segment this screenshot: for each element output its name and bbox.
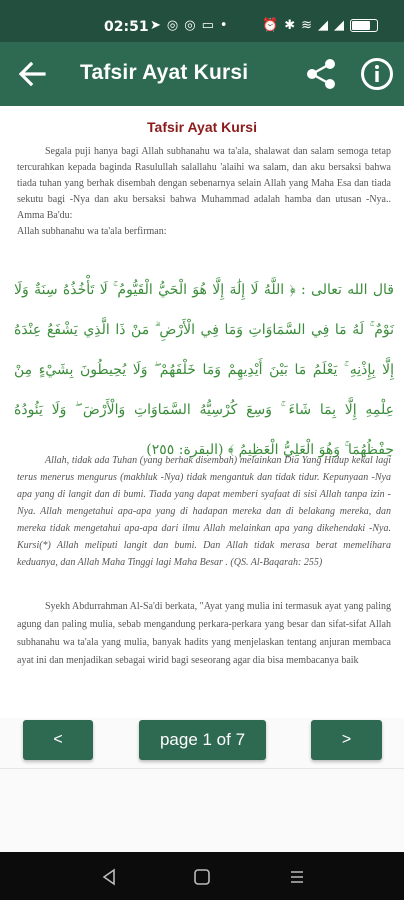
info-icon[interactable]: [360, 57, 394, 91]
system-home-icon[interactable]: [193, 868, 211, 886]
whatsapp-icon: ◎: [166, 18, 179, 33]
share-icon[interactable]: [304, 57, 338, 91]
app-title: Tafsir Ayat Kursi: [80, 61, 249, 84]
status-bar: [0, 0, 404, 42]
system-back-icon[interactable]: [100, 868, 118, 886]
signal-icon: ◢: [334, 18, 344, 33]
wifi-icon: ≋: [301, 18, 312, 33]
intro-paragraph: Segala puji hanya bagi Allah subhanahu wa ta'ala, shalawat dan salam semoga tetap tercurahkan kepada baginda Rasulullah salallahu 'alaihi wa salam, dan aku bersaksi bahwa tiada tuhan yang berhak disembah dengan sebenarnya selain Allah yang Maha Esa dan tiada sekutu bagi -Nya dan aku bersaksi bahwa Muhammad adalah hamba dan utusan -Nya.. Amma Ba'du:: [17, 146, 391, 221]
status-time: 02:51: [104, 19, 149, 35]
page-indicator-button[interactable]: page 1 of 7: [139, 720, 266, 760]
next-page-button[interactable]: >: [311, 720, 382, 760]
commentary-paragraph: Syekh Abdurrahman Al-Sa'di berkata, "Ayat yang mulia ini termasuk ayat yang paling agung dan paling mulia, sebab mengandung perkara-perkara yang besar dan sifat-sifat Allah subhanahu wa ta'ala yang mulia, banyak hadits yang menjelaskan tentang anjuran membaca ayat ini dan menjadikan sebagai wirid bagi seseorang agar dia bisa membacanya baik: [17, 601, 391, 666]
status-left-icons: [150, 18, 228, 33]
message-icon: ▭: [201, 18, 214, 33]
content-area[interactable]: [0, 106, 404, 718]
intro-firman: Allah subhanahu wa ta'ala berfirman:: [17, 226, 167, 237]
system-nav-bar: [0, 852, 404, 900]
telegram-icon: ➤: [150, 18, 161, 33]
arabic-verse: قال الله تعالى : ﴿ اللَّهُ لَا إِلَٰهَ إِلَّا هُوَ الْحَيُّ الْقَيُّومُ ۚ لَا تَأْخُذُهُ سِنَةٌ وَلَا نَوْمٌ ۚ لَهُ مَا فِي السَّمَاوَاتِ وَمَا فِي الْأَرْضِ ۗ مَنْ ذَا الَّذِي يَشْفَعُ عِنْدَهُ إِلَّا بِإِذْنِهِ ۚ يَعْلَمُ مَا بَيْنَ أَيْدِيهِمْ وَمَا خَلْفَهُمْ ۖ وَلَا يُحِيطُونَ بِشَيْءٍ مِنْ عِلْمِهِ إِلَّا بِمَا شَاءَ ۚ وَسِعَ كُرْسِيُّهُ السَّمَاوَاتِ وَالْأَرْضَ ۖ وَلَا يَئُودُهُ حِفْظُهُمَا ۚ وَهُوَ الْعَلِيُّ الْعَظِيمُ ﴾ (البقرة: ٢٥٥): [14, 282, 394, 458]
signal-icon: ◢: [318, 18, 328, 33]
content-title: Tafsir Ayat Kursi: [147, 119, 257, 135]
back-arrow-icon[interactable]: [16, 58, 48, 90]
battery-icon: [350, 19, 378, 32]
dot-icon: •: [219, 18, 228, 33]
alarm-icon: ⏰: [262, 18, 279, 33]
whatsapp-icon: ◎: [184, 18, 196, 33]
app-bar: [0, 42, 404, 106]
prev-page-button[interactable]: <: [23, 720, 93, 760]
status-right-icons: [262, 18, 378, 33]
intro-section: [17, 144, 391, 240]
bluetooth-icon: ✱: [284, 18, 296, 33]
translation-paragraph: Allah, tidak ada Tuhan (yang berhak disembah) melainkan Dia Yang Hidup kekal lagi terus menerus mengurus (makhluk -Nya) tidak mengantuk dan tidak tidur. Kepunyaan -Nya apa yang di langit dan di bumi. Tiada yang dapat memberi syafaat di sisi Allah tanpa izin -Nya. Allah mengetahui apa-apa yang di hadapan mereka dan di belakang mereka, dan mereka tidak mengetahui apa-apa dari ilmu Allah melainkan apa yang dikehendaki -Nya. Kursi(*) Allah meliputi langit dan bumi. Dan Allah tidak merasa berat memelihara keduanya, dan Allah Maha Tinggi lagi Maha Besar . (QS. Al-Baqarah: 255): [17, 455, 391, 568]
system-recents-icon[interactable]: [288, 868, 306, 886]
pagination-bar: [0, 718, 404, 769]
